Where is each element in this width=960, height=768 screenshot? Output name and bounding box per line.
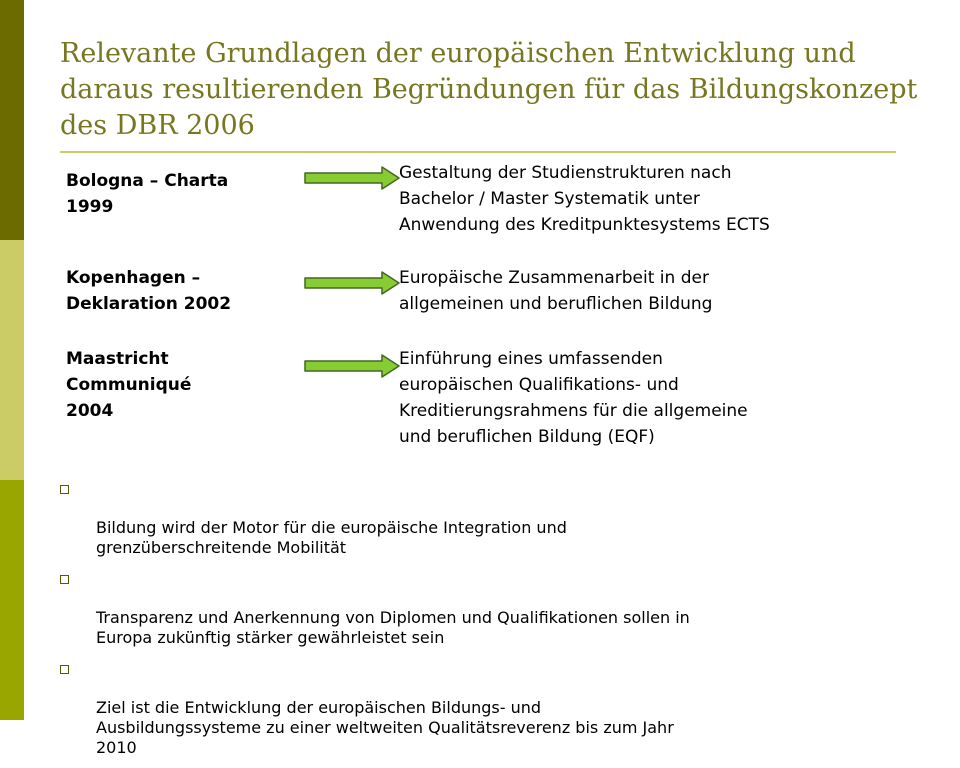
- row-label: Kopenhagen – Deklaration 2002: [66, 268, 232, 314]
- right-arrow-icon: [304, 354, 400, 378]
- right-arrow-icon: [304, 166, 400, 190]
- sidebar-band-bottom: [0, 480, 24, 720]
- list-item: [60, 658, 900, 758]
- row-description: Europäische Zusammenarbeit in der allgemeinen und beruflichen Bildung: [399, 268, 713, 314]
- row-description: Einführung eines umfassenden europäischen Qualifikations- und Kreditierungsrahmens für die allgemeine und beruflichen Bildung (EQF): [399, 349, 748, 447]
- square-bullet-icon: [60, 665, 69, 674]
- bullet-text: Bildung wird der Motor für die europäische Integration und grenzüberschreitende Mobilität: [96, 518, 567, 557]
- row-description: Gestaltung der Studienstrukturen nach Bachelor / Master Systematik unter Anwendung des Kreditpunktesystems ECTS: [399, 163, 770, 235]
- bullet-text: Ziel ist die Entwicklung der europäischen Bildungs- und Ausbildungssysteme zu einer weltweiten Qualitätsreverenz bis zum Jahr 2010: [96, 698, 674, 757]
- square-bullet-icon: [60, 485, 69, 494]
- bullet-text: Transparenz und Anerkennung von Diplomen und Qualifikationen sollen in Europa zukünftig stärker gewährleistet sein: [96, 608, 690, 647]
- sidebar-band-middle: [0, 240, 24, 480]
- slide-title: Relevante Grundlagen der europäischen Entwicklung und daraus resultierenden Begründungen für das Bildungskonzept des DBR 2006: [60, 38, 918, 141]
- row-label: Bologna – Charta 1999: [66, 171, 229, 217]
- square-bullet-icon: [60, 575, 69, 584]
- bullet-list: [60, 478, 900, 768]
- list-item: [60, 478, 900, 558]
- right-arrow-icon: [304, 271, 400, 295]
- row-label: Maastricht Communiqué 2004: [66, 349, 192, 421]
- list-item: [60, 568, 900, 648]
- sidebar-band-top: [0, 0, 24, 240]
- title-divider: [60, 151, 896, 153]
